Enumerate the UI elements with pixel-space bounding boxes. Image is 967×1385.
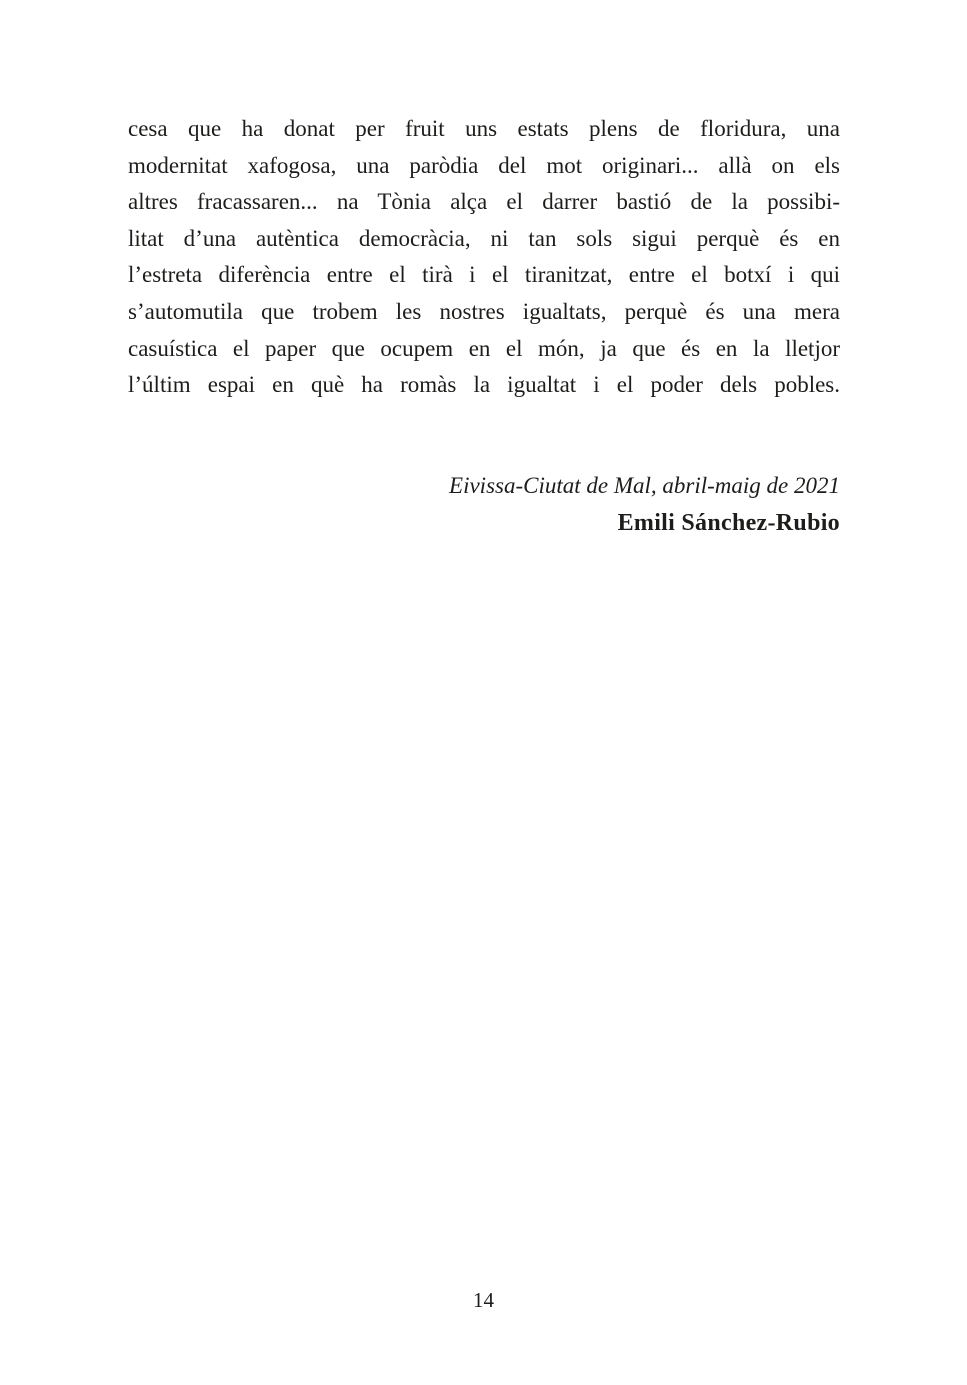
place-date-line: Eivissa-Ciutat de Mal, abril-maig de 2021 xyxy=(449,473,840,498)
body-line: modernitat xafogosa, una paròdia del mot originari... allà on els xyxy=(128,152,840,178)
body-paragraph xyxy=(128,111,840,404)
author-name: Emili Sánchez-Rubio xyxy=(617,510,840,536)
body-line: cesa que ha donat per fruit uns estats plens de floridura, una xyxy=(128,116,840,141)
body-line: s’automutila que trobem les nostres igualtats, perquè és una mera xyxy=(128,298,840,324)
page-number: 14 xyxy=(473,1288,494,1312)
signature-block xyxy=(128,468,840,542)
body-line: altres fracassaren... na Tònia alça el darrer bastió de la possibi- xyxy=(128,189,840,215)
body-line: casuística el paper que ocupem en el món, ja que és en la lletjor xyxy=(128,335,840,361)
body-line: l’últim espai en què ha romàs la igualtat i el poder dels pobles. xyxy=(128,372,840,398)
body-line: l’estreta diferència entre el tirà i el tiranitzat, entre el botxí i qui xyxy=(128,262,840,288)
body-line: litat d’una autèntica democràcia, ni tan sols sigui perquè és en xyxy=(128,225,840,251)
